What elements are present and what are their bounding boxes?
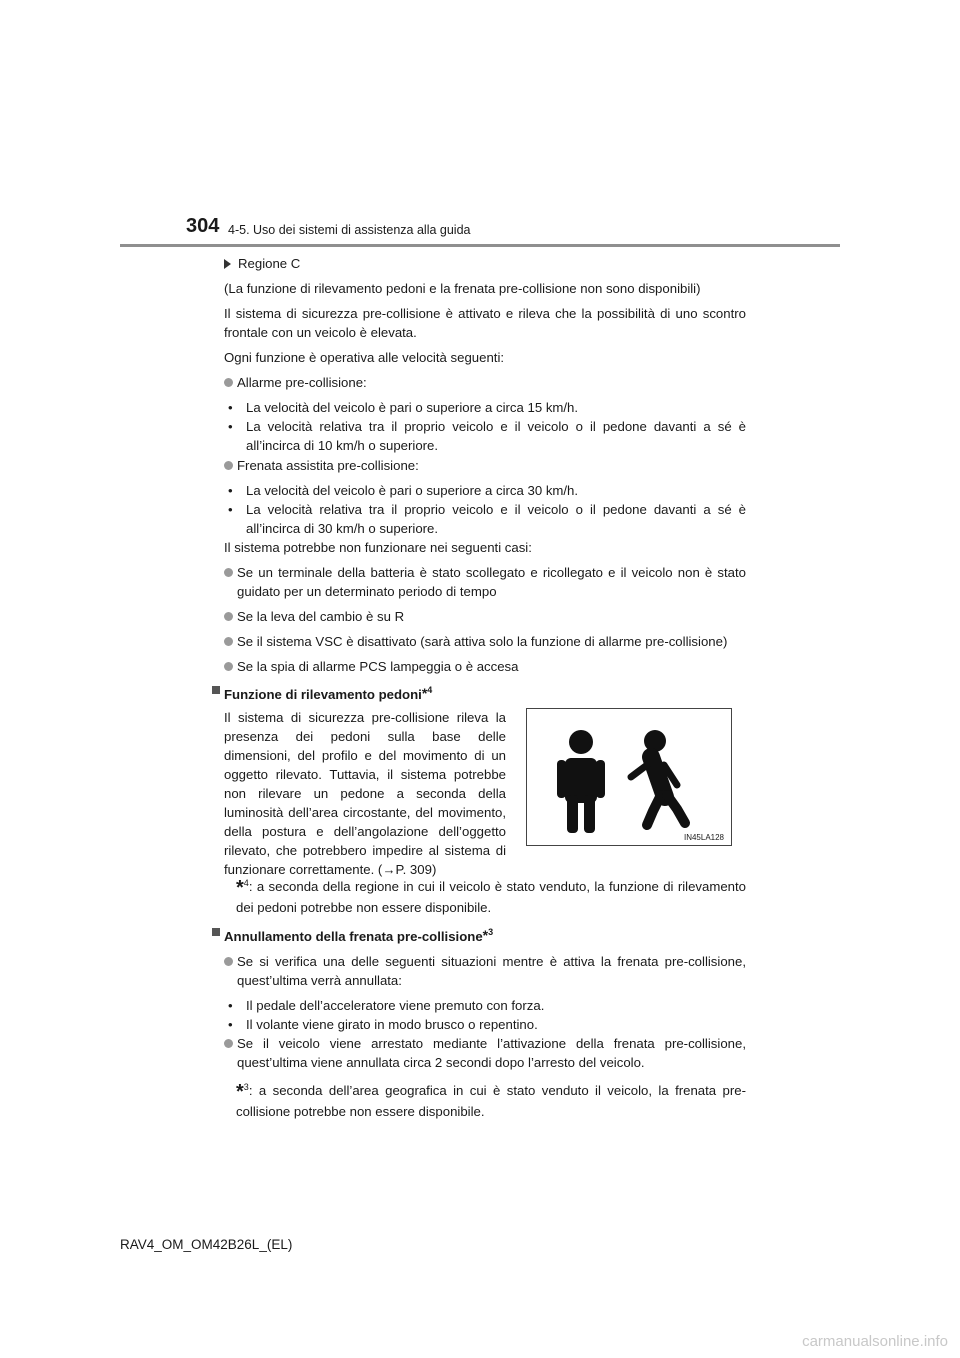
bullet-dot-icon (224, 637, 233, 646)
not-working-item: Se la spia di allarme PCS lampeggia o è accesa (224, 657, 746, 676)
pedestrian-text: Il sistema di sicurezza pre-collisione rileva la presenza dei pedoni sulla base delle dimensioni, del profilo e del movimento di un oggetto rilevato. Tuttavia, il sistema potrebbe non rilevare un pedone a seconda della luminosità dell’area circostante, del movimento, della postura e dell’angolazione dell’oggetto rilevato, che potrebbero impedire al sistema di funzionare correttamente. (→P. 309) (224, 710, 506, 877)
list-item: • La velocità del veicolo è pari o superiore a circa 30 km/h. (228, 483, 579, 498)
list-item: • La velocità relativa tra il proprio veicolo e il veicolo o il pedone davanti a sé è all’incirca di 30 km/h o superiore. (228, 502, 746, 536)
square-bullet-icon (212, 686, 220, 694)
watermark: carmanualsonline.info (802, 1333, 948, 1350)
cancel-bullet: Se si verifica una delle seguenti situazioni mentre è attiva la frenata pre-collisione, quest’ultima verrà annullata: (224, 952, 746, 990)
brake-bullet: Frenata assistita pre-collisione: (224, 456, 746, 475)
speeds-intro: Ogni funzione è operativa alle velocità seguenti: (224, 350, 505, 365)
not-working-item: Se la leva del cambio è su R (224, 607, 746, 626)
region-c-note: (La funzione di rilevamento pedoni e la frenata pre-collisione non sono disponibili) (224, 281, 701, 296)
standing-person-icon (557, 730, 605, 833)
page-number: 304 (186, 215, 220, 237)
not-working-intro: Il sistema potrebbe non funzionare nei seguenti casi: (224, 540, 532, 555)
triangle-bullet-icon (224, 259, 231, 269)
doc-code: RAV4_OM_OM42B26L_(EL) (120, 1237, 293, 1252)
bullet-dot-icon (224, 662, 233, 671)
bullet-dot-icon (224, 957, 233, 966)
not-working-item: Se un terminale della batteria è stato scollegato e ricollegato e il veicolo non è stato guidato per un determinato periodo di tempo (224, 563, 746, 601)
pedestrian-figure (526, 708, 732, 846)
pedestrian-section (224, 708, 746, 877)
walking-person-icon (631, 730, 685, 825)
cancel-heading: Annullamento della frenata pre-collisione*$^3$ (212, 923, 746, 946)
footnote-3: *$^3$: a seconda dell’area geografica in cui è stato venduto il veicolo, la frenata pre-collisione potrebbe non essere disponibile. (236, 1081, 746, 1119)
region-c-intro: Il sistema di sicurezza pre-collisione è attivato e rileva che la possibilità di uno scontro frontale con un veicolo è elevata. (224, 306, 746, 340)
square-bullet-icon (212, 928, 220, 936)
list-item: • Il volante viene girato in modo brusco o repentino. (228, 1017, 538, 1032)
not-working-item: Se il sistema VSC è disattivato (sarà attiva solo la funzione di allarme pre-collisione) (224, 632, 746, 651)
bullet-dot-icon (224, 612, 233, 621)
cancel-bullet: Se il veicolo viene arrestato mediante l’attivazione della frenata pre-collisione, quest’ultima viene annullata circa 2 secondi dopo l’arresto del veicolo. (224, 1034, 746, 1072)
bullet-dot-icon (224, 1039, 233, 1048)
region-c-heading: Regione C (224, 254, 746, 273)
bullet-dot-icon (224, 461, 233, 470)
footnote-4: *$^4$: a seconda della regione in cui il veicolo è stato venduto, la funzione di rilevamento dei pedoni potrebbe non essere disponibile. (236, 877, 746, 915)
bullet-dot-icon (224, 568, 233, 577)
list-item: • Il pedale dell’acceleratore viene premuto con forza. (228, 998, 545, 1013)
alarm-bullet: Allarme pre-collisione: (224, 373, 746, 392)
header-rule (120, 244, 840, 247)
pedestrian-heading: Funzione di rilevamento pedoni*$^4$ (212, 681, 746, 704)
pedestrian-illustration (527, 709, 731, 845)
list-item: • La velocità del veicolo è pari o superiore a circa 15 km/h. (228, 400, 579, 415)
page-content (224, 254, 746, 1121)
bullet-dot-icon (224, 378, 233, 387)
section-title: 4-5. Uso dei sistemi di assistenza alla guida (228, 223, 471, 237)
figure-code: IN45LA128 (683, 833, 724, 842)
list-item: • La velocità relativa tra il proprio veicolo e il veicolo o il pedone davanti a sé è all’incirca di 10 km/h o superiore. (228, 419, 746, 453)
